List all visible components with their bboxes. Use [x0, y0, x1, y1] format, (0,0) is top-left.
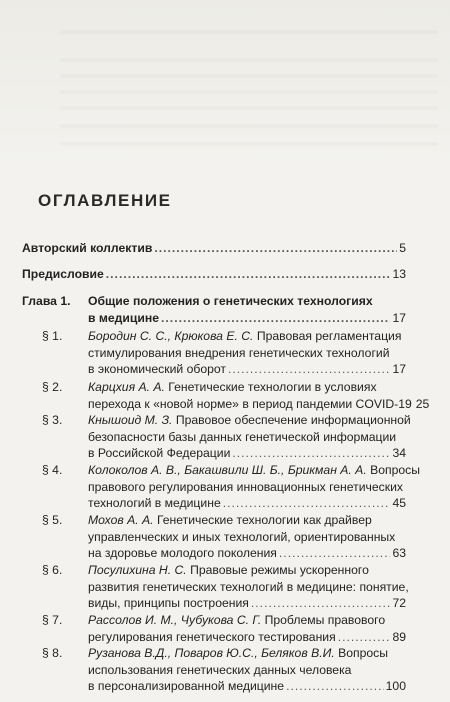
- page-number: 25: [415, 396, 430, 411]
- leader-dots: [232, 445, 390, 462]
- section-label: § 1.: [42, 329, 63, 343]
- section-title-line-1: Генетические технологии в условиях: [168, 380, 377, 394]
- section-title-line-2: управленческих и иных технологий, ориентированных: [88, 529, 396, 544]
- section-author: Посулихина Н. С.: [88, 563, 187, 577]
- leader-dots: [251, 595, 391, 612]
- leader-dots: [161, 310, 390, 327]
- toc-entry-section-4[interactable]: [22, 462, 421, 512]
- page-number: 13: [392, 267, 406, 281]
- section-title-line-3: на здоровье молодого поколения: [88, 546, 277, 560]
- section-title-line-2: безопасности базы данных генетической информации: [88, 429, 397, 444]
- page-number: 17: [392, 362, 406, 376]
- section-label: § 6.: [42, 563, 63, 577]
- page-number: 17: [392, 310, 406, 325]
- section-title-line-3: в экономический оборот: [88, 362, 226, 376]
- section-author: Бородин С. С., Крюкова Е. С.: [88, 329, 254, 343]
- toc-entry-preface[interactable]: [22, 266, 406, 283]
- section-title-line-2: перехода к «новой норме» в период пандемии COVID-19: [88, 396, 412, 411]
- section-author: Рузанова В.Д., Поваров Ю.С., Беляков В.И.: [88, 646, 335, 660]
- section-label: § 5.: [42, 513, 63, 527]
- section-author: Колоколов А. В., Бакашвили Ш. Б., Брикман А. А.: [88, 463, 367, 477]
- section-title-line-3: технологий в медицине: [88, 496, 221, 510]
- section-label: § 8.: [42, 646, 63, 660]
- bleed-through-background: [0, 0, 450, 165]
- section-title-line-1: Проблемы правового: [264, 613, 386, 627]
- page-number: 100: [385, 679, 406, 693]
- entry-title: Предисловие: [22, 267, 104, 281]
- leader-dots: [338, 629, 391, 646]
- page-number: 89: [392, 629, 406, 644]
- toc-entry-section-3[interactable]: [22, 412, 411, 462]
- section-author: Мохов А. А.: [88, 513, 154, 527]
- leader-dots: [154, 240, 397, 257]
- toc-entry-section-8[interactable]: [22, 645, 406, 695]
- toc-entry-authors[interactable]: [22, 240, 406, 257]
- section-title-line-1: Правовые режимы ускоренного: [190, 563, 369, 577]
- section-label: § 4.: [42, 463, 63, 477]
- section-title-line-3: в персонализированной медицине: [88, 679, 285, 693]
- page-number: 5: [399, 241, 406, 255]
- toc-entry-section-6[interactable]: [22, 562, 409, 612]
- chapter-label: Глава 1.: [22, 294, 71, 308]
- section-title-line-2: использования генетических данных человека: [88, 662, 352, 677]
- section-title-line-2: развития генетических технологий в медицине: понятие,: [88, 579, 409, 594]
- section-title-line-3: виды, принципы построения: [88, 596, 249, 610]
- page-number: 34: [392, 446, 406, 460]
- chapter-title-line-2: в медицине: [88, 310, 160, 325]
- toc-entry-chapter-1[interactable]: [22, 293, 406, 327]
- section-title-line-1: Правовая регламентация: [256, 329, 402, 343]
- section-title-line-2: правового регулирования инновационных генетических: [88, 479, 404, 494]
- section-title-line-2: регулирования генетического тестирования: [88, 629, 336, 644]
- section-author: Карцхия А. А.: [88, 380, 165, 394]
- section-title-line-1: Правовое обеспечение информационной: [175, 413, 411, 427]
- section-title-line-1: Генетические технологии как драйвер: [156, 513, 372, 527]
- toc-entry-section-1[interactable]: [22, 328, 406, 378]
- section-label: § 2.: [42, 380, 63, 394]
- leader-dots: [286, 678, 384, 695]
- toc-entry-section-7[interactable]: [22, 612, 406, 646]
- page-number: 72: [392, 596, 406, 610]
- section-title-line-1: Вопросы: [370, 463, 421, 477]
- page-number: 63: [392, 546, 406, 560]
- toc-entry-section-2[interactable]: [22, 379, 430, 413]
- leader-dots: [106, 266, 391, 283]
- chapter-title-line-1: Общие положения о генетических технологиях: [88, 294, 373, 308]
- section-author: Кнышоид М. З.: [88, 413, 173, 427]
- leader-dots: [228, 361, 390, 378]
- section-label: § 7.: [42, 613, 63, 627]
- toc-heading: ОГЛАВЛЕНИЕ: [38, 191, 172, 210]
- leader-dots: [223, 495, 391, 512]
- section-author: Рассолов И. М., Чубукова С. Г.: [88, 613, 262, 627]
- page-number: 45: [392, 496, 406, 510]
- section-label: § 3.: [42, 413, 63, 427]
- entry-title: Авторский коллектив: [22, 241, 153, 255]
- toc-entry-section-5[interactable]: [22, 512, 406, 562]
- section-title-line-2: стимулирования внедрения генетических технологий: [88, 345, 390, 360]
- leader-dots: [279, 545, 391, 562]
- section-title-line-1: Вопросы: [338, 646, 389, 660]
- section-title-line-3: в Российской Федерации: [88, 446, 231, 460]
